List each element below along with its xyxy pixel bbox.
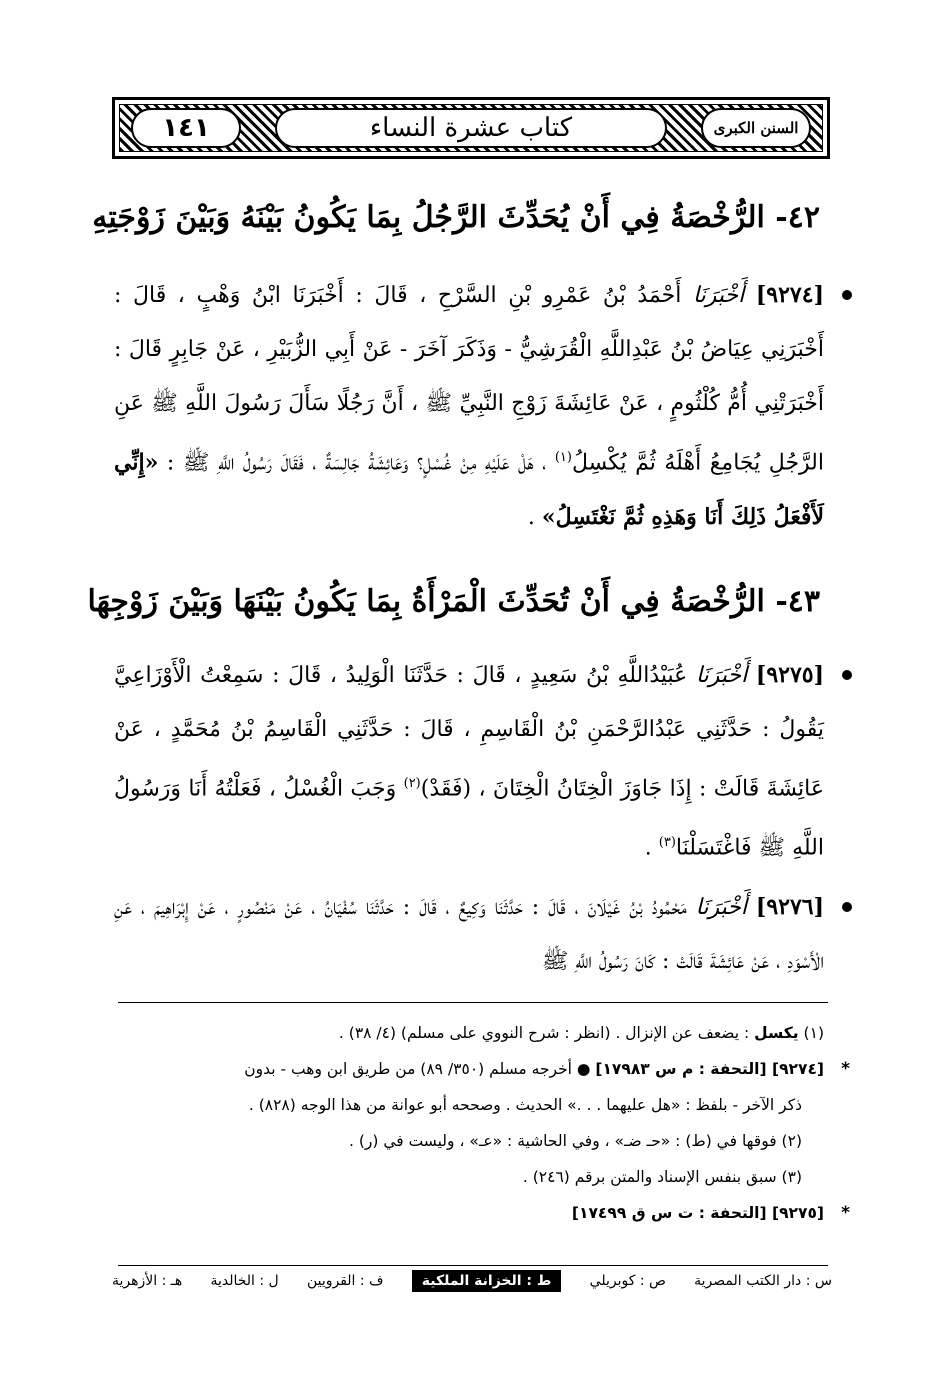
- legend-item-l: ل : الخالدية: [210, 1273, 279, 1289]
- legend-item-h: هـ : الأزهرية: [112, 1273, 183, 1289]
- bullet-icon: [842, 290, 852, 300]
- legend-item-s2: ص : كوبريلي: [589, 1273, 666, 1289]
- footnote-1: [112, 1020, 824, 1046]
- chapter-title: كتاب عشرة النساء: [369, 113, 573, 143]
- legend-item-t: ط : الخزانة الملكية: [412, 1270, 562, 1292]
- sentence-end: .: [527, 505, 535, 531]
- akhbarana-label: أَخْبَرَنَا: [695, 895, 747, 920]
- chapter-title-box: [275, 108, 667, 148]
- takhrij-text: ● أخرجه مسلم (٣٥٠/ ٨٩) من طريق ابن وهب - بدون: [244, 1060, 591, 1078]
- hadith-9274: [114, 268, 824, 545]
- hadith-number: [٩٢٧٤]: [755, 282, 824, 308]
- hadith-9276: [114, 880, 824, 989]
- hadith-text: عُبَيْدُاللَّهِ بْنُ سَعِيدٍ ، قَالَ : حَدَّثَنَا الْوَلِيدُ ، قَالَ : سَمِعْتُ الْأَوْزَاعِيَّ يَقُولُ : حَدَّثَنِي عَبْدُالرَّحْمَنِ بْنُ الْقَاسِمِ ، قَالَ : حَدَّثَنِي الْقَاسِمُ بْنُ مُحَمَّدٍ ، عَنْ عَائِشَةَ قَالَتْ : إِذَا جَاوَزَ الْخِتَانُ الْخِتَانَ ، (فَقَدْ): [114, 663, 824, 802]
- takhrij-9275: [112, 1200, 850, 1226]
- page-number-box: [131, 108, 241, 148]
- takhrij-9274: [112, 1056, 850, 1082]
- footnote-term: يكسل: [754, 1024, 799, 1042]
- footnote-ref: (١): [554, 450, 572, 465]
- bullet-icon: [842, 902, 852, 912]
- page-number: ١٤١: [162, 113, 210, 143]
- akhbarana-label: أَخْبَرَنَا: [695, 663, 748, 688]
- sentence-end: .: [644, 835, 652, 861]
- footnote-ref: (٢): [403, 776, 421, 791]
- footnote-text: : يضعف عن الإنزال . (انظر : شرح النووي على مسلم) (٤/ ٣٨) .: [338, 1024, 750, 1042]
- legend-divider: [118, 1265, 828, 1266]
- footnote-label: (١): [803, 1024, 824, 1042]
- section-heading-43: ٤٣- الرُّخْصَةُ فِي أَنْ تُحَدِّثَ الْمَرْأَةُ بِمَا يَكُونُ بَيْنَهَا وَبَيْنَ زَوْجِهَا: [87, 584, 820, 619]
- hadith-number: [٩٢٧٥]: [755, 662, 824, 688]
- bullet-icon: [842, 670, 852, 680]
- hadith-text-cont: وَجَبَ الْغُسْلُ ، فَعَلْتُهُ أَنَا وَرَسُولُ اللَّهِ ﷺ فَاغْتَسَلْنَا: [114, 776, 824, 861]
- legend-item-s: س : دار الكتب المصرية: [694, 1273, 832, 1289]
- footnote-3: (٣) سبق بنفس الإسناد والمتن برقم (٢٤٦) .: [522, 1168, 802, 1186]
- book-logo-text: السنن الكبرى: [713, 119, 799, 137]
- hadith-text: أَحْمَدُ بْنُ عَمْرِو بْنِ السَّرْحِ ، قَالَ : أَخْبَرَنَا ابْنُ وَهْبٍ ، قَالَ : أَخْبَرَنِي عِيَاضُ بْنُ عَبْدِاللَّهِ الْقُرَشِيُّ - وَذَكَرَ آخَرَ - عَنْ أَبِي الزُّبَيْرِ ، عَنْ جَابِرٍ قَالَ : أَخْبَرَتْنِي أُمُّ كُلْثُومٍ ، عَنْ عَائِشَةَ زَوْجِ النَّبِيِّ ﷺ ، أَنَّ رَجُلًا سَأَلَ رَسُولَ اللَّهِ ﷺ عَنِ الرَّجُلِ يُجَامِعُ أَهْلَهُ ثُمَّ يُكْسِلُ: [114, 283, 824, 476]
- page-header: [112, 97, 830, 159]
- hadith-number: [٩٢٧٦]: [755, 894, 824, 920]
- prophet-quote: «إِنِّي لَأَفْعَلُ ذَلِكَ أَنَا وَهَذِهِ ثُمَّ نَغْتَسِلُ»: [114, 449, 824, 531]
- takhrij-9274-cont: ذكر الآخر - بلفظ : «هل عليهما . . .» الحديث . وصححه أبو عوانة من هذا الوجه (٨٢٨) .: [248, 1096, 802, 1114]
- manuscript-legend: [112, 1270, 832, 1292]
- footnote-ref: (٣): [658, 835, 676, 851]
- hadith-text-cont: ، هَلْ عَلَيْهِ مِنْ غُسْلٍ؟ وَعَائِشَةُ جَالِسَةٌ ، فَقَالَ رَسُولُ اللَّهِ ﷺ :: [166, 450, 547, 476]
- hadith-9275: [114, 648, 824, 876]
- footnote-divider: [118, 1002, 828, 1003]
- hadith-text: مَحْمُودُ بْنُ غَيْلَانَ ، قَالَ : حَدَّثَنَا وَكِيعٌ ، قَالَ : حَدَّثَنَا سُفْيَانُ ، عَنْ مَنْصُورٍ ، عَنْ إِبْرَاهِيمَ ، عَنِ الْأَسْوَدِ ، عَنْ عَائِشَةَ قَالَتْ : كَانَ رَسُولُ اللَّهِ ﷺ: [114, 895, 824, 974]
- footnote-2: (٢) فوقها في (ط) : «حـ ضـ» ، وفي الحاشية : «عـ» ، وليست في (ر) .: [348, 1132, 802, 1150]
- akhbarana-label: أَخْبَرَنَا: [692, 283, 745, 308]
- star-icon: *: [841, 1203, 850, 1223]
- star-icon: *: [841, 1059, 850, 1079]
- tuhfa-ref: [٩٢٧٤] [التحفة : م س ١٧٩٨٣]: [595, 1060, 824, 1078]
- tuhfa-ref: [٩٢٧٥] [التحفة : ت س ق ١٧٤٩٩]: [571, 1204, 824, 1222]
- section-heading-42: ٤٢- الرُّخْصَةُ فِي أَنْ يُحَدِّثَ الرَّجُلُ بِمَا يَكُونُ بَيْنَهُ وَبَيْنَ زَوْجَتِهِ: [92, 200, 820, 235]
- legend-item-f: ف : القرويين: [306, 1273, 384, 1289]
- book-logo: [701, 108, 811, 148]
